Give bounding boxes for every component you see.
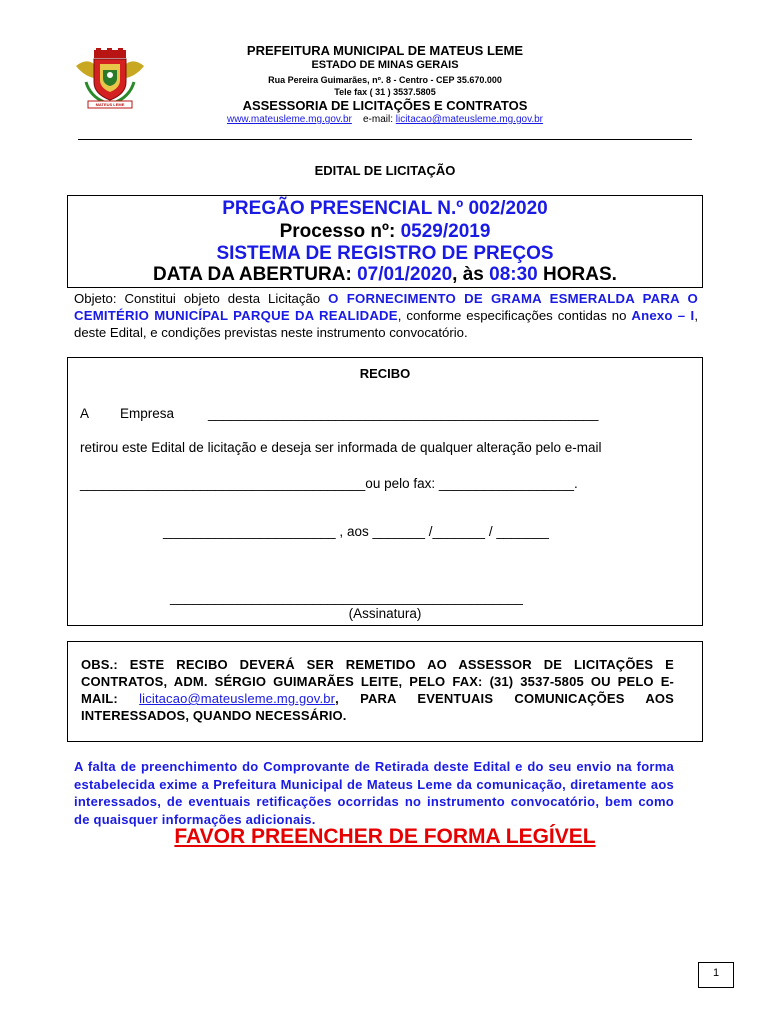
processo-line xyxy=(67,221,703,243)
abertura-suffix: HORAS. xyxy=(537,264,617,285)
company-label: Empresa xyxy=(120,406,175,421)
department-name: ASSESSORIA DE LICITAÇÕES E CONTRATOS xyxy=(242,98,528,113)
state-name: ESTADO DE MINAS GERAIS xyxy=(311,59,459,71)
header-links xyxy=(150,114,620,125)
abertura-date: 07/01/2020 xyxy=(357,264,453,285)
logo-motto: MATEUS LEME xyxy=(95,102,125,107)
processo-number: 0529/2019 xyxy=(400,221,491,242)
objeto-suffix: , deste Edital, e condições previstas neste instrumento convocatório. xyxy=(74,308,698,340)
header-email-link[interactable]: licitacao@mateusleme.mg.gov.br xyxy=(395,114,544,125)
abertura-sep: , às xyxy=(452,264,490,285)
fax-number: Tele fax ( 31 ) 3537.5805 xyxy=(334,87,436,97)
receipt-title: RECIBO xyxy=(359,366,411,381)
pregao-number: PREGÃO PRESENCIAL N.º 002/2020 xyxy=(222,198,548,219)
objeto-anexo: Anexo – I xyxy=(631,308,695,323)
website-link[interactable]: www.mateusleme.mg.gov.br xyxy=(226,114,352,125)
abertura-time: 08:30 xyxy=(489,264,538,285)
objeto-middle: , conforme especificações contidas no xyxy=(397,308,632,323)
obs-suffix: , PARA EVENTUAIS COMUNICAÇÕES AOS INTERESSADOS, QUANDO NECESSÁRIO. xyxy=(81,691,674,723)
signature-field[interactable]: _______________________________________________ xyxy=(170,590,523,605)
page-number: 1 xyxy=(698,962,734,988)
email-fax-field[interactable]: ______________________________________ou pelo fax: __________________. xyxy=(80,476,578,491)
objeto-paragraph xyxy=(74,290,698,341)
abertura-label: DATA DA ABERTURA: xyxy=(153,264,358,285)
signature-label: (Assinatura) xyxy=(348,606,422,621)
receipt-a-label: A xyxy=(80,406,90,421)
obs-email-link[interactable]: licitacao@mateusleme.mg.gov.br xyxy=(139,691,336,706)
company-name-field[interactable]: ____________________________________________________ xyxy=(208,406,599,421)
legibility-notice: FAVOR PREENCHER DE FORMA LEGÍVEL xyxy=(174,825,596,848)
receipt-box xyxy=(67,357,703,626)
objeto-prefix: Objeto: Constitui objeto desta Licitação xyxy=(74,291,329,306)
registration-system: SISTEMA DE REGISTRO DE PREÇOS xyxy=(216,243,554,264)
place-date-field[interactable]: _______________________ , aos _______ /_______ / _______ xyxy=(163,524,549,539)
warning-paragraph: A falta de preenchimento do Comprovante de Retirada deste Edital e do seu envio na forma estabelecida exime a Prefeitura Municipal de Mateus Leme da comunicação, diretamente aos interessados, de eventuais retificações ocorridas no instrumento convocatório, bem como de quaisquer informações adicionais. xyxy=(74,759,674,827)
municipal-coat-of-arms-logo xyxy=(72,48,148,110)
receipt-statement: retirou este Edital de licitação e deseja ser informada de qualquer alteração pelo e-mail xyxy=(80,440,602,455)
email-label: e-mail: xyxy=(362,114,393,125)
document-title: EDITAL DE LICITAÇÃO xyxy=(314,163,456,178)
obs-prefix: OBS.: ESTE RECIBO DEVERÁ SER REMETIDO AO ASSESSOR DE LICITAÇÕES E CONTRATOS, ADM. SÉRGIO GUIMARÃES LEITE, PELO FAX: (31) 3537-5805 OU PELO E-MAIL: xyxy=(81,657,674,706)
address: Rua Pereira Guimarães, nº. 8 - Centro - CEP 35.670.000 xyxy=(268,75,502,85)
opening-date-line xyxy=(67,264,703,286)
obs-paragraph xyxy=(81,656,674,724)
objeto-highlight: O FORNECIMENTO DE GRAMA ESMERALDA PARA O CEMITÉRIO MUNICÍPAL PARQUE DA REALIDADE xyxy=(74,291,699,323)
municipality-title: PREFEITURA MUNICIPAL DE MATEUS LEME xyxy=(246,43,524,58)
processo-label: Processo nº: xyxy=(279,221,401,242)
header-divider xyxy=(78,139,692,140)
